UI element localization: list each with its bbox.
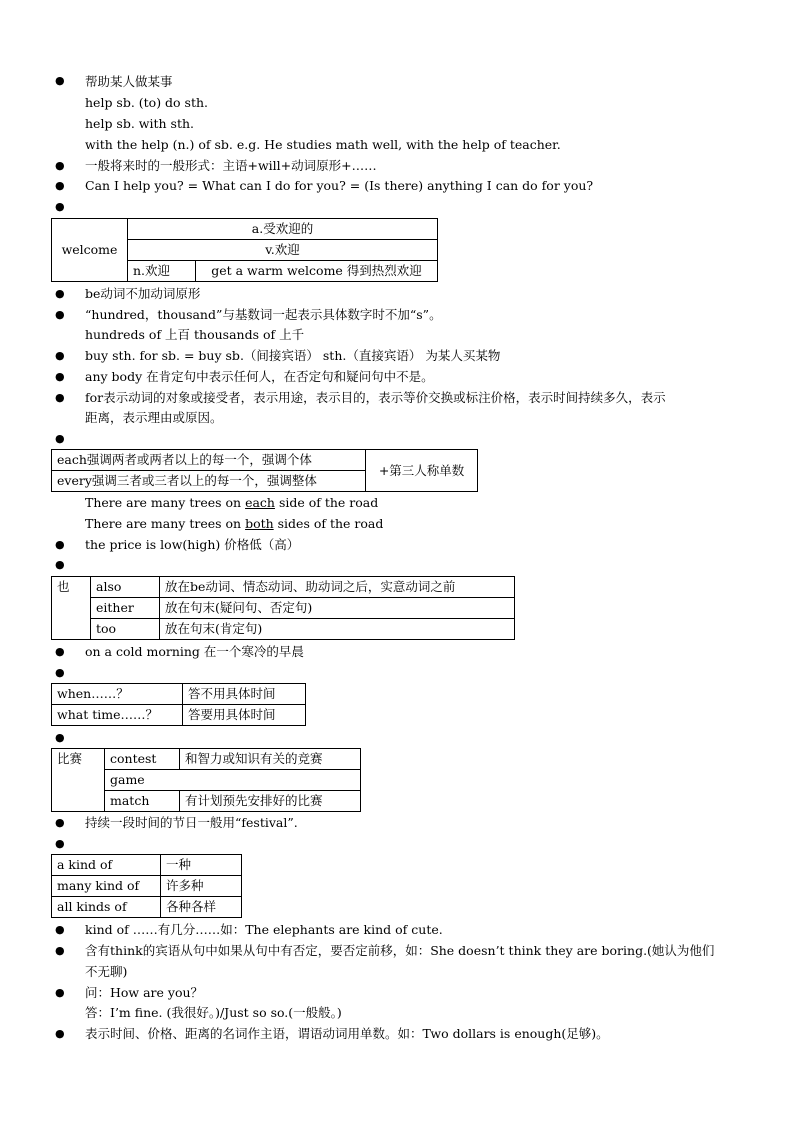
many-kind-of: many kind of <box>52 876 161 897</box>
all-kinds-of: all kinds of <box>52 897 161 918</box>
bullet-icon: ● <box>55 159 65 172</box>
each-every-table <box>51 449 478 492</box>
contest-desc: 和智力或知识有关的竞赛 <box>180 749 361 770</box>
bullet-icon: ● <box>55 538 65 551</box>
welcome-adj: a.受欢迎的 <box>128 219 438 240</box>
kind-table <box>51 854 242 918</box>
bullet-icon: ● <box>55 308 65 321</box>
note-help-2: help sb. with sth. <box>85 116 194 131</box>
bullet-icon: ● <box>55 391 65 404</box>
bullet-icon: ● <box>55 666 65 679</box>
every-row: every强调三者或三者以上的每一个，强调整体 <box>52 471 366 492</box>
match-desc: 有计划预先安排好的比赛 <box>180 791 361 812</box>
all-kinds-of-zh: 各种各样 <box>161 897 242 918</box>
bullet-icon: ● <box>55 179 65 192</box>
note-buy-sth: buy sth. for sb. = buy sb.（间接宾语） sth.（直接宾语） 为某人买某物 <box>85 348 501 363</box>
bullet-icon: ● <box>55 432 65 445</box>
when-answer: 答不用具体时间 <box>183 684 306 705</box>
note-think-cont: 不无聊) <box>85 964 128 979</box>
note-hundreds-of: hundreds of 上百 thousands of 上千 <box>85 327 305 342</box>
too-word: too <box>91 619 160 640</box>
when-table <box>51 683 306 726</box>
bullet-icon: ● <box>55 645 65 658</box>
bullet-icon: ● <box>55 1027 65 1040</box>
note-help-title: 帮助某人做某事 <box>85 74 173 89</box>
welcome-table <box>51 218 438 282</box>
when-question: when……？ <box>52 684 183 705</box>
note-price: the price is low(high) 价格低（高） <box>85 537 300 552</box>
either-word: either <box>91 598 160 619</box>
too-desc: 放在句末(肯定句) <box>160 619 515 640</box>
also-word: also <box>91 577 160 598</box>
note-how-are-you: 问：How are you？ <box>85 985 204 1000</box>
bullet-icon: ● <box>55 200 65 213</box>
each-row: each强调两者或两者以上的每一个，强调个体 <box>52 450 366 471</box>
bullet-icon: ● <box>55 923 65 936</box>
note-help-1: help sb. (to) do sth. <box>85 95 209 110</box>
also-head: 也 <box>52 577 91 640</box>
bullet-icon: ● <box>55 731 65 744</box>
welcome-verb: v.欢迎 <box>128 240 438 261</box>
contest-word: contest <box>105 749 180 770</box>
note-for: for表示动词的对象或接受者，表示用途，表示目的，表示等价交换或标注价格，表示时间持续多久，表示 <box>85 390 666 405</box>
welcome-noun: n.欢迎 <box>128 261 196 282</box>
note-anybody: any body 在肯定句中表示任何人，在否定句和疑问句中不是。 <box>85 369 434 384</box>
note-singular-verb: 表示时间、价格、距离的名词作主语，谓语动词用单数。如：Two dollars is enough(足够)。 <box>85 1026 609 1041</box>
a-kind-of-zh: 一种 <box>161 855 242 876</box>
either-desc: 放在句末(疑问句、否定句) <box>160 598 515 619</box>
third-person-cell: +第三人称单数 <box>366 450 478 492</box>
match-head: 比赛 <box>52 749 105 812</box>
example-each: There are many trees on each side of the road <box>85 495 379 510</box>
bullet-icon: ● <box>55 349 65 362</box>
note-hundred: “hundred，thousand”与基数词一起表示具体数字时不加“s”。 <box>85 307 442 322</box>
welcome-phrase: get a warm welcome 得到热烈欢迎 <box>196 261 438 282</box>
bullet-icon: ● <box>55 558 65 571</box>
note-answer: 答：I’m fine. (我很好。)/Just so so.(一般般。) <box>85 1005 342 1020</box>
note-future-tense: 一般将来时的一般形式：主语+will+动词原形+…… <box>85 158 377 173</box>
also-table <box>51 576 515 640</box>
note-help-3: with the help (n.) of sb. e.g. He studies math well, with the help of teacher. <box>85 137 561 152</box>
match-table <box>51 748 361 812</box>
note-think: 含有think的宾语从句中如果从句中有否定，要否定前移，如：She doesn’t think they are boring.(她认为他们 <box>85 943 715 958</box>
bullet-icon: ● <box>55 837 65 850</box>
bullet-icon: ● <box>55 944 65 957</box>
note-festival: 持续一段时间的节日一般用“festival”. <box>85 815 298 830</box>
note-kind-of: kind of ……有几分……如：The elephants are kind of cute. <box>85 922 443 937</box>
bullet-icon: ● <box>55 287 65 300</box>
match-word: match <box>105 791 180 812</box>
note-be-verb: be动词不加动词原形 <box>85 286 201 301</box>
what-time-answer: 答要用具体时间 <box>183 705 306 726</box>
welcome-head: welcome <box>52 219 128 282</box>
many-kind-of-zh: 许多种 <box>161 876 242 897</box>
what-time-question: what time……？ <box>52 705 183 726</box>
bullet-icon: ● <box>55 74 65 87</box>
a-kind-of: a kind of <box>52 855 161 876</box>
note-for-cont: 距离，表示理由或原因。 <box>85 410 223 425</box>
note-cold-morning: on a cold morning 在一个寒冷的早晨 <box>85 644 304 659</box>
bullet-icon: ● <box>55 986 65 999</box>
bullet-icon: ● <box>55 370 65 383</box>
game-word: game <box>105 770 361 791</box>
underlined-each: each <box>245 495 275 510</box>
note-can-i-help: Can I help you? = What can I do for you? = (Is there) anything I can do for you? <box>85 178 594 193</box>
bullet-icon: ● <box>55 816 65 829</box>
also-desc: 放在be动词、情态动词、助动词之后，实意动词之前 <box>160 577 515 598</box>
underlined-both: both <box>245 516 274 531</box>
example-both: There are many trees on both sides of the road <box>85 516 384 531</box>
